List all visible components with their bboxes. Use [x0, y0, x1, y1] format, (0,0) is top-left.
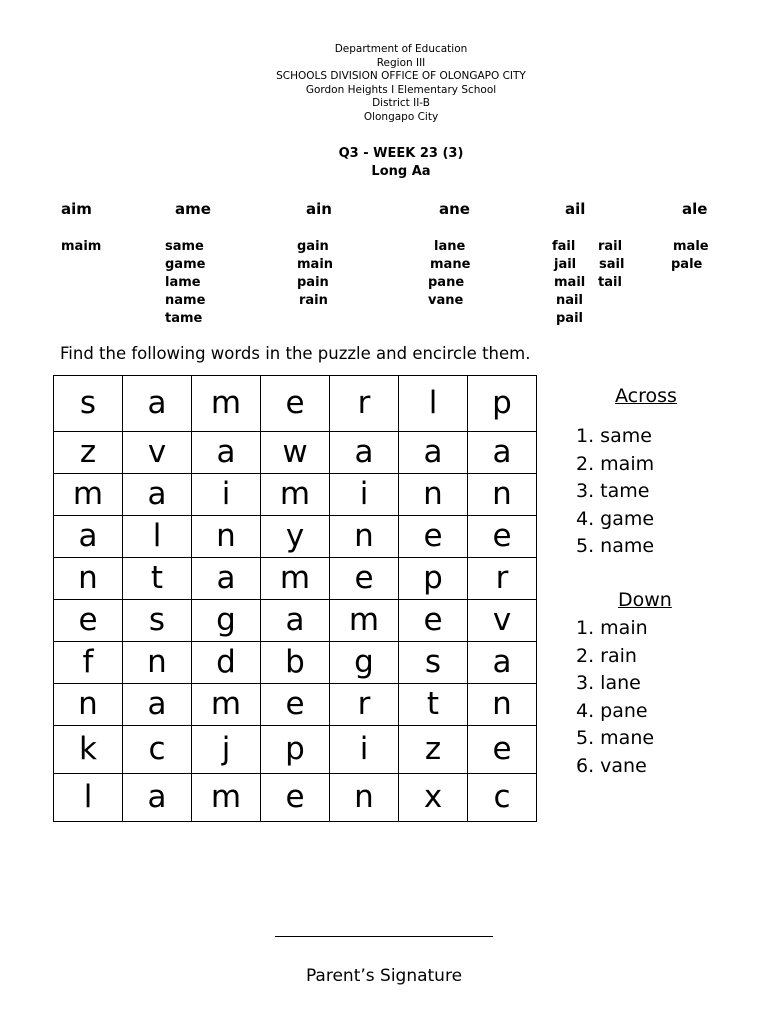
- topic-title: Long Aa: [371, 164, 431, 179]
- grid-cell[interactable]: f: [54, 642, 123, 684]
- grid-cell[interactable]: a: [468, 432, 537, 474]
- grid-cell[interactable]: m: [261, 474, 330, 516]
- family-word-main: main: [297, 257, 334, 272]
- grid-cell[interactable]: e: [330, 558, 399, 600]
- family-heading-ale: ale: [682, 200, 708, 218]
- family-heading-ame: ame: [175, 200, 211, 218]
- word-search-grid: [53, 375, 537, 822]
- grid-cell[interactable]: r: [330, 376, 399, 432]
- grid-cell[interactable]: a: [123, 774, 192, 822]
- instructions: Find the following words in the puzzle and encircle them.: [60, 344, 531, 363]
- across-item: 3. tame: [576, 480, 650, 503]
- header-region: Region III: [376, 56, 426, 69]
- grid-cell[interactable]: a: [192, 558, 261, 600]
- grid-cell[interactable]: z: [54, 432, 123, 474]
- grid-cell[interactable]: n: [54, 558, 123, 600]
- grid-cell[interactable]: p: [399, 558, 468, 600]
- down-item: 5. mane: [576, 727, 655, 750]
- signature-label: Parent’s Signature: [305, 966, 463, 986]
- grid-cell[interactable]: n: [468, 684, 537, 726]
- family-word-game: game: [165, 257, 206, 272]
- grid-row: [54, 432, 537, 474]
- grid-cell[interactable]: e: [54, 600, 123, 642]
- family-word-name: name: [165, 293, 206, 308]
- grid-cell[interactable]: v: [468, 600, 537, 642]
- family-word-tail: tail: [598, 275, 622, 290]
- grid-cell[interactable]: i: [330, 474, 399, 516]
- grid-cell[interactable]: i: [192, 474, 261, 516]
- grid-cell[interactable]: i: [330, 726, 399, 774]
- family-word-fail: fail: [552, 239, 576, 254]
- grid-row: [54, 726, 537, 774]
- family-word-pail: pail: [556, 311, 583, 326]
- grid-cell[interactable]: z: [399, 726, 468, 774]
- grid-cell[interactable]: s: [54, 376, 123, 432]
- grid-cell[interactable]: n: [330, 516, 399, 558]
- family-word-pale: pale: [671, 257, 703, 272]
- family-word-lame: lame: [165, 275, 201, 290]
- family-word-nail: nail: [556, 293, 583, 308]
- grid-row: [54, 774, 537, 822]
- grid-cell[interactable]: p: [261, 726, 330, 774]
- grid-cell[interactable]: a: [330, 432, 399, 474]
- grid-cell[interactable]: n: [468, 474, 537, 516]
- grid-cell[interactable]: t: [123, 558, 192, 600]
- grid-row: [54, 376, 537, 432]
- family-word-pane: pane: [428, 275, 465, 290]
- grid-cell[interactable]: b: [261, 642, 330, 684]
- grid-cell[interactable]: g: [330, 642, 399, 684]
- family-word-mane: mane: [430, 257, 471, 272]
- grid-cell[interactable]: c: [468, 774, 537, 822]
- grid-cell[interactable]: n: [399, 474, 468, 516]
- down-list: [576, 615, 654, 781]
- family-word-male: male: [673, 239, 709, 254]
- family-word-vane: vane: [428, 293, 464, 308]
- family-word-pain: pain: [297, 275, 329, 290]
- grid-cell[interactable]: m: [261, 558, 330, 600]
- grid-cell[interactable]: m: [192, 376, 261, 432]
- family-heading-ane: ane: [439, 200, 470, 218]
- grid-cell[interactable]: a: [123, 474, 192, 516]
- grid-cell[interactable]: a: [54, 516, 123, 558]
- grid-cell[interactable]: l: [399, 376, 468, 432]
- grid-cell[interactable]: a: [399, 432, 468, 474]
- grid-cell[interactable]: k: [54, 726, 123, 774]
- grid-cell[interactable]: l: [123, 516, 192, 558]
- header-department: Department of Education: [334, 43, 468, 55]
- grid-cell[interactable]: a: [123, 684, 192, 726]
- grid-cell[interactable]: m: [192, 774, 261, 822]
- grid-row: [54, 558, 537, 600]
- family-word-sail: sail: [599, 257, 625, 272]
- grid-cell[interactable]: s: [123, 600, 192, 642]
- across-item: 1. same: [576, 425, 652, 447]
- grid-row: [54, 684, 537, 726]
- grid-cell[interactable]: n: [192, 516, 261, 558]
- across-item: 5. name: [576, 535, 655, 558]
- family-word-lane: lane: [434, 239, 466, 254]
- grid-cell[interactable]: e: [399, 600, 468, 642]
- across-item: 4. game: [576, 507, 655, 530]
- grid-cell[interactable]: l: [54, 774, 123, 822]
- grid-cell[interactable]: y: [261, 516, 330, 558]
- down-item: 6. vane: [576, 754, 647, 777]
- family-word-rain: rain: [299, 293, 328, 308]
- family-word-gain: gain: [297, 239, 329, 254]
- grid-row: [54, 600, 537, 642]
- signature-line[interactable]: [275, 936, 493, 937]
- grid-cell[interactable]: e: [468, 726, 537, 774]
- header-division: SCHOOLS DIVISION OFFICE OF OLONGAPO CITY: [276, 70, 526, 83]
- family-word-mail: mail: [554, 275, 586, 290]
- family-word-jail: jail: [554, 257, 577, 272]
- grid-cell[interactable]: r: [468, 558, 537, 600]
- grid-cell[interactable]: t: [399, 684, 468, 726]
- down-item: 1. main: [576, 617, 648, 639]
- family-heading-ain: ain: [306, 200, 332, 218]
- grid-cell[interactable]: w: [261, 432, 330, 474]
- grid-cell[interactable]: n: [123, 642, 192, 684]
- grid-cell[interactable]: r: [330, 684, 399, 726]
- grid-cell[interactable]: n: [54, 684, 123, 726]
- grid-cell[interactable]: a: [123, 376, 192, 432]
- family-heading-aim: aim: [61, 200, 92, 218]
- down-heading: Down: [618, 589, 672, 611]
- grid-row: [54, 474, 537, 516]
- grid-cell[interactable]: m: [192, 684, 261, 726]
- down-item: 2. rain: [576, 644, 637, 667]
- grid-cell[interactable]: e: [261, 376, 330, 432]
- down-item: 3. lane: [576, 672, 641, 695]
- across-heading: Across: [615, 385, 677, 407]
- grid-cell[interactable]: x: [399, 774, 468, 822]
- header-school: Gordon Heights I Elementary School: [305, 83, 497, 96]
- across-item: 2. maim: [576, 452, 655, 475]
- grid-cell[interactable]: m: [54, 474, 123, 516]
- family-word-tame: tame: [165, 311, 203, 326]
- week-title: Q3 - WEEK 23 (3): [338, 146, 464, 161]
- family-word-same: same: [165, 239, 204, 254]
- grid-cell[interactable]: e: [399, 516, 468, 558]
- grid-cell[interactable]: g: [192, 600, 261, 642]
- grid-cell[interactable]: p: [468, 376, 537, 432]
- grid-cell[interactable]: a: [261, 600, 330, 642]
- grid-cell[interactable]: n: [330, 774, 399, 822]
- grid-cell[interactable]: a: [192, 432, 261, 474]
- down-item: 4. pane: [576, 699, 648, 722]
- grid-cell[interactable]: m: [330, 600, 399, 642]
- header-district: District II-B: [372, 97, 430, 110]
- header-city: Olongapo City: [363, 111, 439, 123]
- family-word-rail: rail: [598, 239, 623, 254]
- grid-cell[interactable]: s: [399, 642, 468, 684]
- grid-cell[interactable]: c: [123, 726, 192, 774]
- family-word-maim: maim: [61, 239, 102, 254]
- family-heading-ail: ail: [565, 200, 586, 218]
- grid-row: [54, 642, 537, 684]
- grid-row: [54, 516, 537, 558]
- grid-cell[interactable]: a: [468, 642, 537, 684]
- grid-cell[interactable]: e: [468, 516, 537, 558]
- across-list: [576, 423, 654, 561]
- grid-cell[interactable]: d: [192, 642, 261, 684]
- grid-cell[interactable]: j: [192, 726, 261, 774]
- grid-cell[interactable]: e: [261, 684, 330, 726]
- grid-cell[interactable]: e: [261, 774, 330, 822]
- grid-cell[interactable]: v: [123, 432, 192, 474]
